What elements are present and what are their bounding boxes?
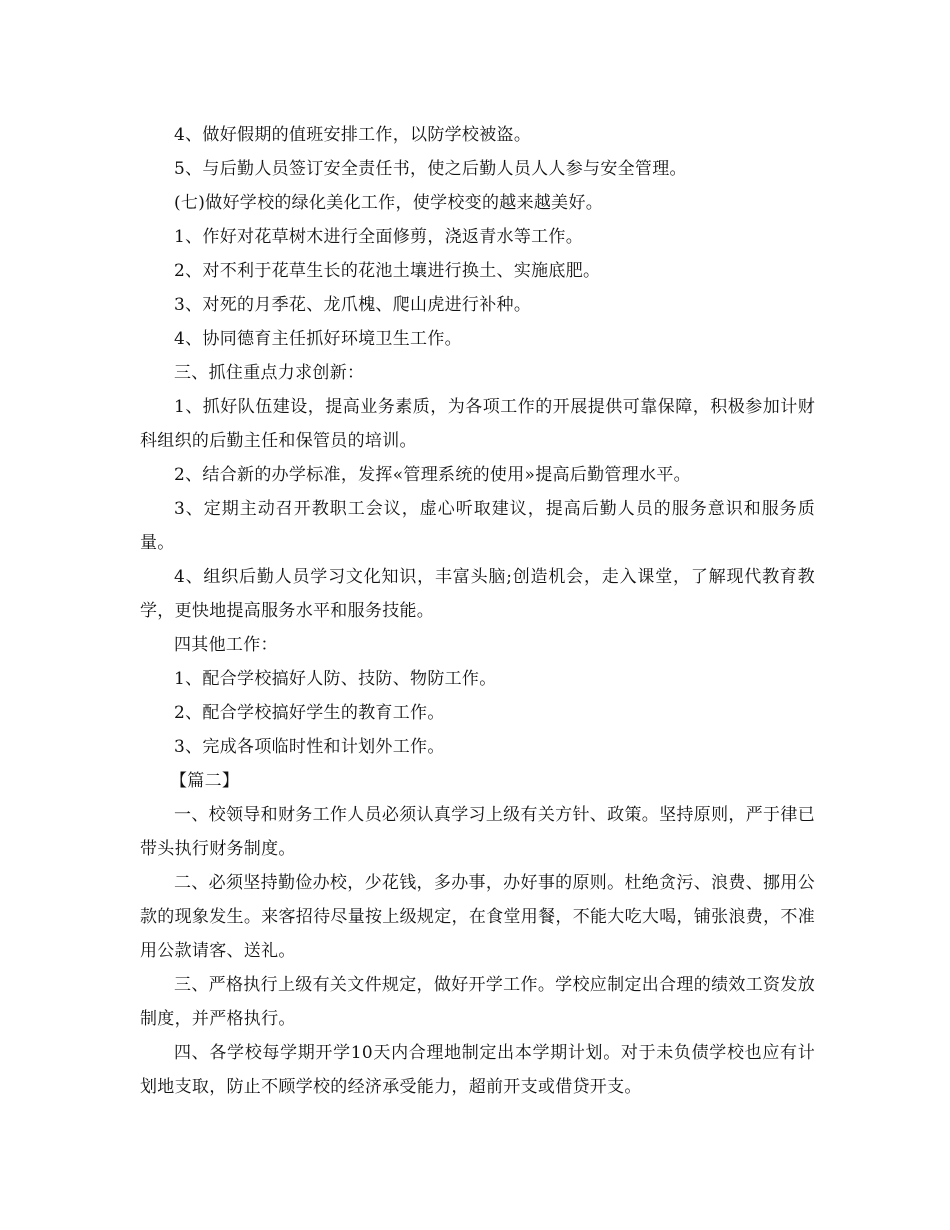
section-heading: 四其他工作： [174, 635, 278, 655]
paragraph: 3、定期主动召开教职工会议，虚心听取建议，提高后勤人员的服务意识和服务质量。 [140, 499, 815, 553]
paragraph: 5、与后勤人员签订安全责任书，使之后勤人员人人参与安全管理。 [174, 159, 687, 179]
paragraph: 4、组织后勤人员学习文化知识，丰富头脑;创造机会，走入课堂，了解现代教育教学，更快地提高服务水平和服务技能。 [140, 567, 815, 621]
paragraph: 四、各学校每学期开学10天内合理地制定出本学期计划。对于未负债学校也应有计划地支取，防止不顾学校的经济承受能力，超前开支或借贷开支。 [140, 1043, 815, 1097]
paragraph: 二、必须坚持勤俭办校，少花钱，多办事，办好事的原则。杜绝贪污、浪费、挪用公款的现象发生。来客招待尽量按上级规定，在食堂用餐，不能大吃大喝，铺张浪费，不准用公款请客、送礼。 [140, 873, 815, 961]
paragraph: 3、完成各项临时性和计划外工作。 [174, 737, 445, 757]
part-heading: 【篇二】 [170, 771, 240, 791]
paragraph: (七)做好学校的绿化美化工作，使学校变的越来越美好。 [174, 193, 604, 213]
paragraph: 1、作好对花草树木进行全面修剪，浇返青水等工作。 [174, 227, 584, 247]
paragraph: 3、对死的月季花、龙爪槐、爬山虎进行补种。 [174, 295, 532, 315]
paragraph: 1、抓好队伍建设，提高业务素质，为各项工作的开展提供可靠保障，积极参加计财科组织的后勤主任和保管员的培训。 [140, 397, 815, 451]
document-body [140, 118, 815, 1104]
paragraph: 一、校领导和财务工作人员必须认真学习上级有关方针、政策。坚持原则，严于律已带头执行财务制度。 [140, 805, 815, 859]
paragraph: 4、协同德育主任抓好环境卫生工作。 [174, 329, 462, 349]
paragraph: 三、严格执行上级有关文件规定，做好开学工作。学校应制定出合理的绩效工资发放制度，并严格执行。 [140, 975, 815, 1029]
paragraph: 1、配合学校搞好人防、技防、物防工作。 [174, 669, 497, 689]
paragraph: 2、结合新的办学标准，发挥«管理系统的使用»提高后勤管理水平。 [174, 465, 691, 485]
paragraph: 2、对不利于花草生长的花池土壤进行换土、实施底肥。 [174, 261, 601, 281]
paragraph: 2、配合学校搞好学生的教育工作。 [174, 703, 445, 723]
paragraph: 4、做好假期的值班安排工作，以防学校被盗。 [174, 125, 532, 145]
section-heading: 三、抓住重点力求创新： [174, 363, 365, 383]
